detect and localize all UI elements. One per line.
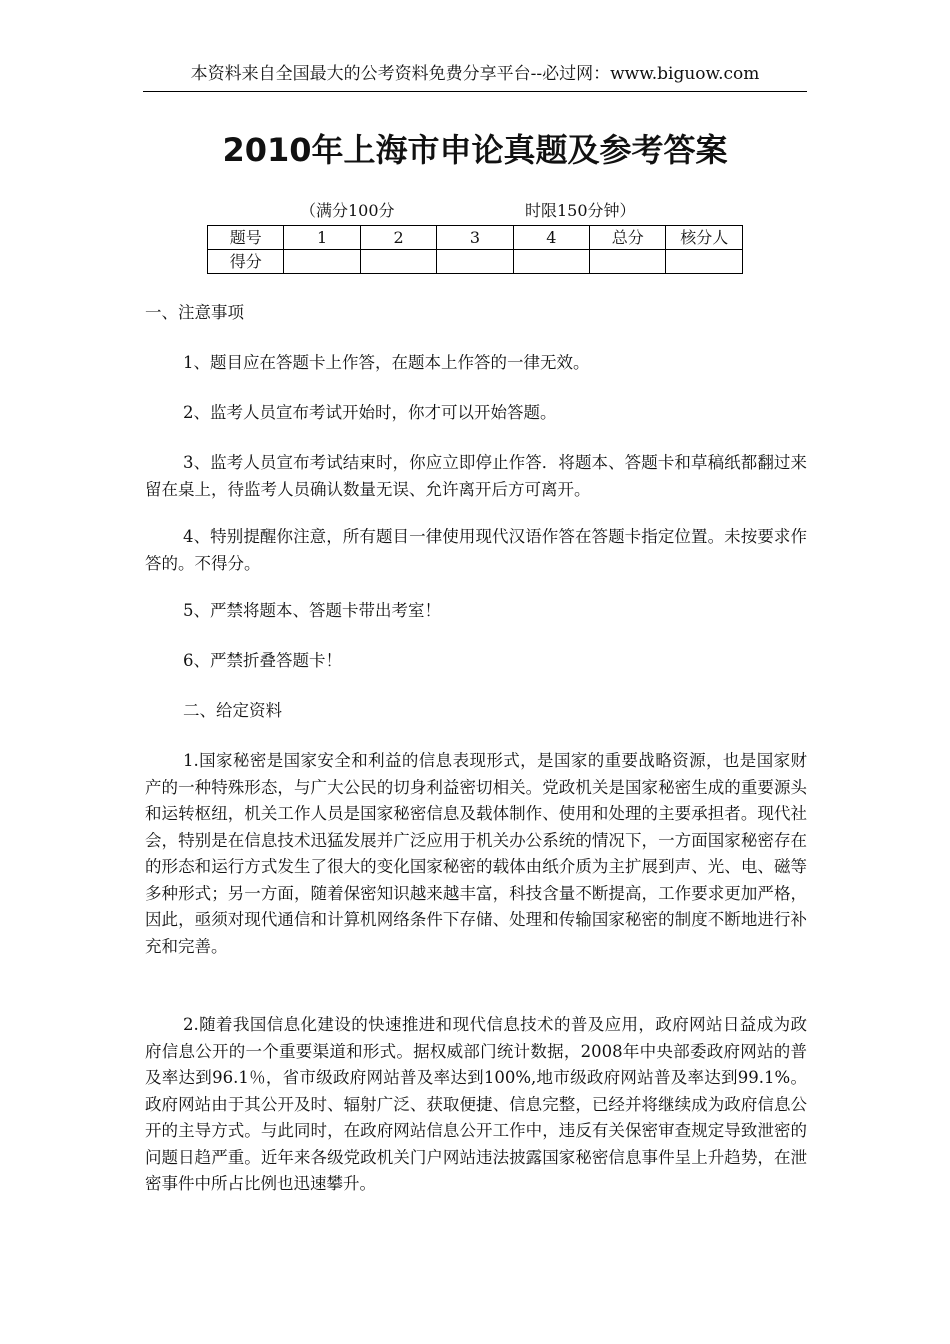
score-entry-cell[interactable] bbox=[437, 250, 513, 274]
notice-item: 1、题目应在答题卡上作答，在题本上作答的一律无效。 bbox=[183, 353, 590, 372]
score-entry-cell[interactable] bbox=[590, 250, 666, 274]
score-table bbox=[207, 225, 743, 274]
score-entry-cell[interactable] bbox=[666, 250, 743, 274]
time-limit-label: 时限150分钟） bbox=[525, 201, 636, 220]
table-cell: 核分人 bbox=[666, 226, 743, 250]
score-entry-cell[interactable] bbox=[284, 250, 360, 274]
notice-item: 5、严禁将题本、答题卡带出考室！ bbox=[183, 601, 441, 620]
notice-item: 3、监考人员宣布考试结束时，你应立即停止作答．将题本、答题卡和草稿纸都翻过来留在桌上，待监考人员确认数量无误、允许离开后方可离开。 bbox=[145, 453, 807, 499]
full-score-label: （满分100分 bbox=[300, 201, 395, 220]
score-entry-cell[interactable] bbox=[513, 250, 589, 274]
table-cell: 4 bbox=[513, 226, 589, 250]
notice-heading: 一、注意事项 bbox=[145, 303, 244, 322]
notice-item: 2、监考人员宣布考试开始时，你才可以开始答题。 bbox=[183, 403, 557, 422]
table-cell: 题号 bbox=[208, 226, 284, 250]
score-table-header-row bbox=[208, 226, 743, 250]
score-table-score-row bbox=[208, 250, 743, 274]
notice-item: 4、特别提醒你注意，所有题目一律使用现代汉语作答在答题卡指定位置。未按要求作答的。不得分。 bbox=[145, 527, 807, 573]
page-title: 2010年上海市申论真题及参考答案 bbox=[222, 131, 728, 169]
material-paragraph: 2.随着我国信息化建设的快速推进和现代信息技术的普及应用，政府网站日益成为政府信息公开的一个重要渠道和形式。据权威部门统计数据，2008年中央部委政府网站的普及率达到96.1％，省市级政府网站普及率达到100%,地市级政府网站普及率达到99.1%。政府网站由于其公开及时、辐射广泛、获取便捷、信息完整，已经并将继续成为政府信息公开的主导方式。与此同时，在政府网站信息公开工作中，违反有关保密审查规定导致泄密的问题日趋严重。近年来各级党政机关门户网站违法披露国家秘密信息事件呈上升趋势，在泄密事件中所占比例也迅速攀升。 bbox=[145, 1015, 807, 1193]
notice-item: 6、严禁折叠答题卡！ bbox=[183, 651, 342, 670]
page-header: 本资料来自全国最大的公考资料免费分享平台--必过网：www.biguow.com bbox=[190, 64, 760, 84]
header-divider bbox=[143, 91, 807, 92]
score-entry-cell[interactable] bbox=[360, 250, 436, 274]
table-cell: 3 bbox=[437, 226, 513, 250]
table-cell: 1 bbox=[284, 226, 360, 250]
materials-heading: 二、给定资料 bbox=[183, 701, 282, 720]
table-cell: 总分 bbox=[590, 226, 666, 250]
table-cell: 得分 bbox=[208, 250, 284, 274]
table-cell: 2 bbox=[360, 226, 436, 250]
material-paragraph: 1.国家秘密是国家安全和利益的信息表现形式，是国家的重要战略资源，也是国家财产的一种特殊形态，与广大公民的切身利益密切相关。党政机关是国家秘密生成的重要源头和运转枢纽，机关工作人员是国家秘密信息及载体制作、使用和处理的主要承担者。现代社会，特别是在信息技术迅猛发展并广泛应用于机关办公系统的情况下，一方面国家秘密存在的形态和运行方式发生了很大的变化国家秘密的载体由纸介质为主扩展到声、光、电、磁等多种形式；另一方面，随着保密知识越来越丰富，科技含量不断提高，工作要求更加严格，因此，亟须对现代通信和计算机网络条件下存储、处理和传输国家秘密的制度不断地进行补充和完善。 bbox=[145, 751, 807, 956]
